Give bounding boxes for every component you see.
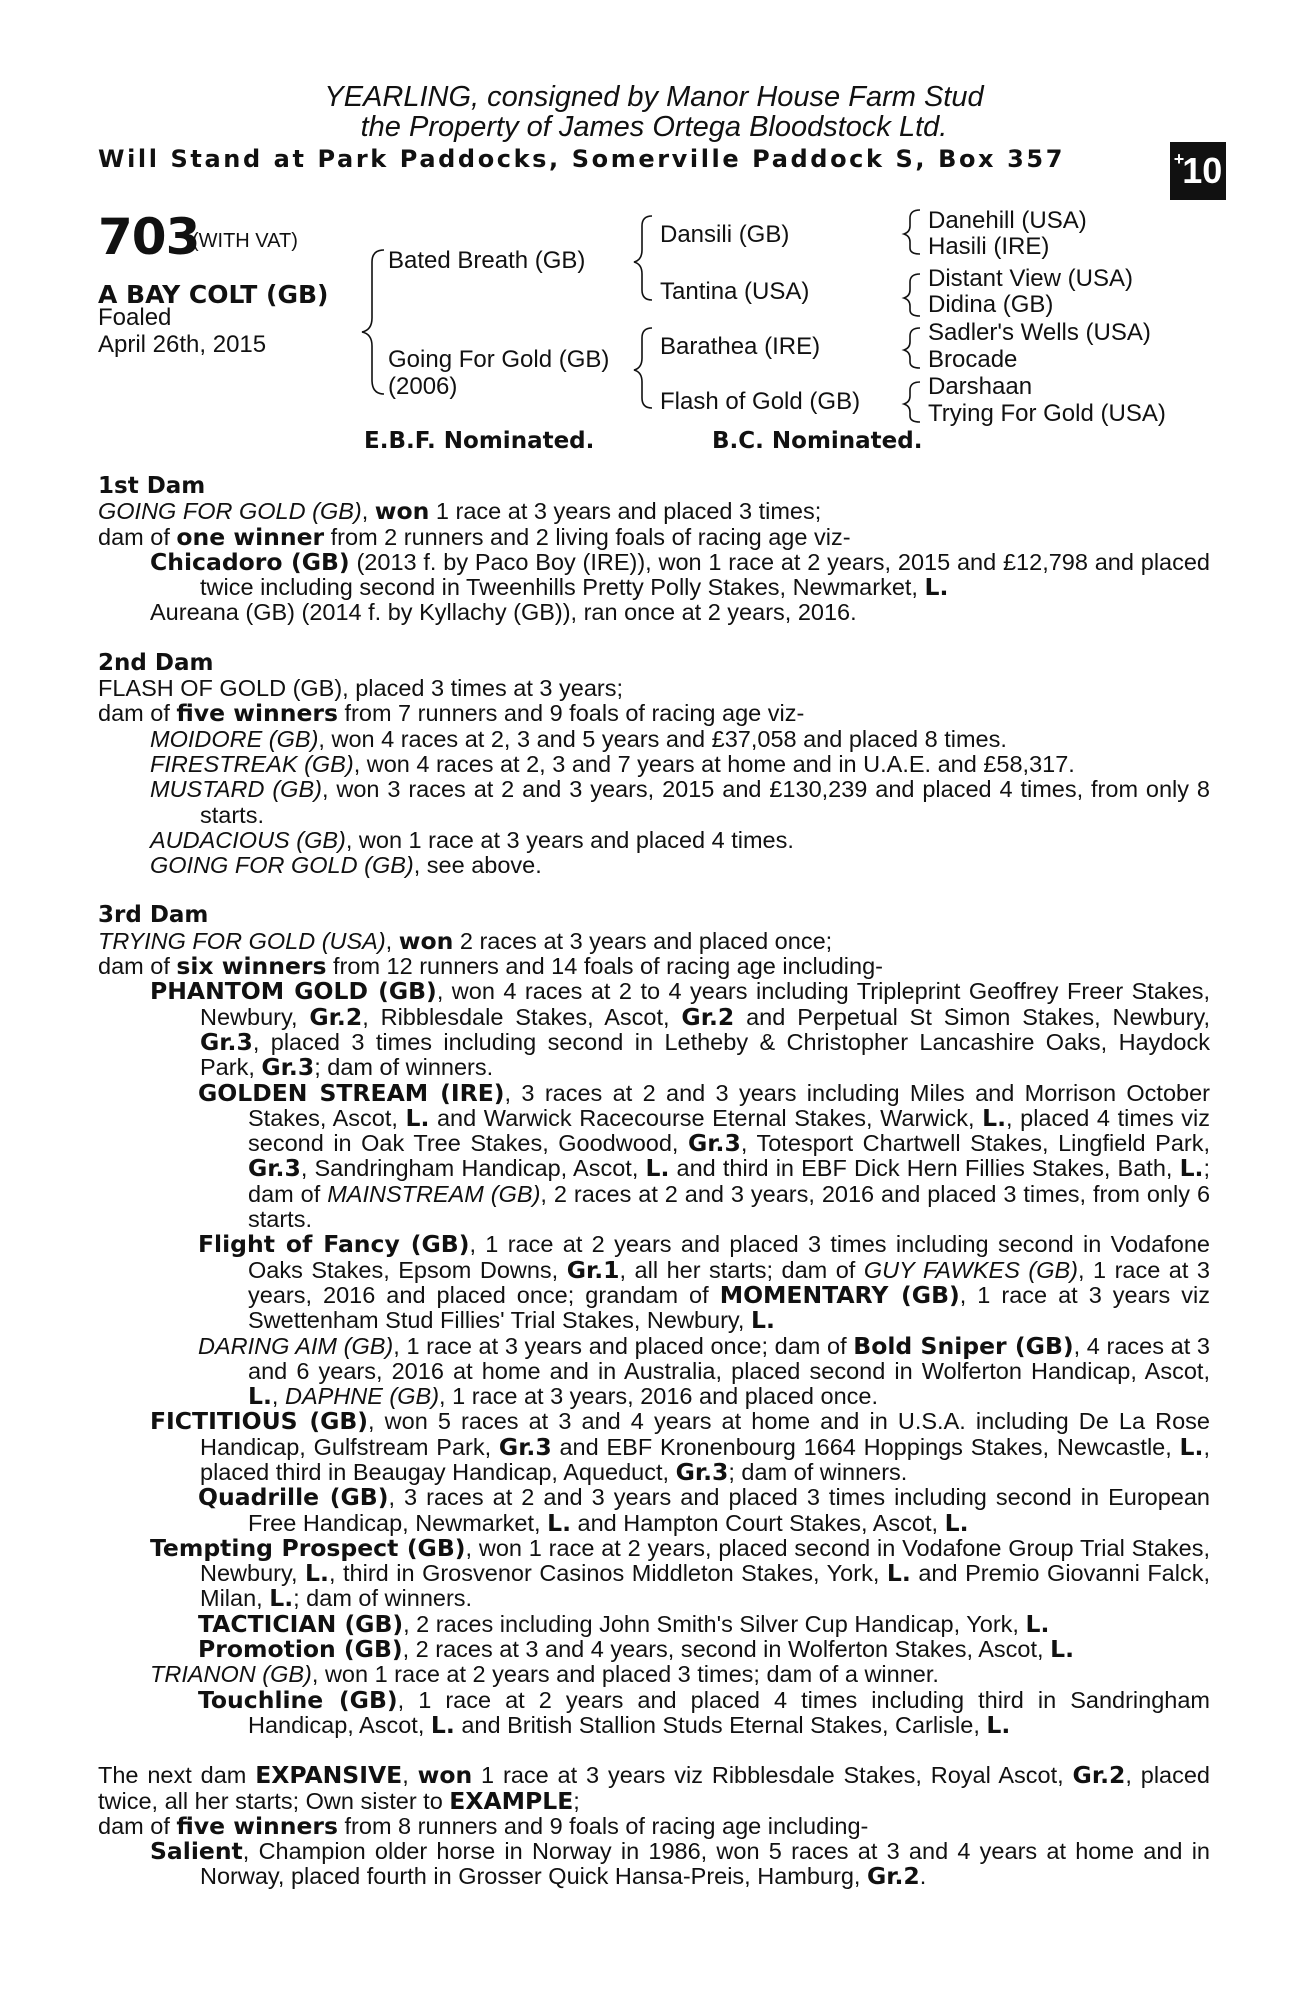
- pedigree-dsd: Brocade: [928, 346, 1018, 373]
- catalogue-body: 1st Dam GOING FOR GOLD (GB), won 1 race at 3 years and placed 3 times; dam of one winner from 2 runners and 2 living foals of racing age viz- Chicadoro (GB) (2013 f. by Paco Boy (IRE)), won 1 race at 2 years, 2015 and £12,798 and placed twice including second in Tweenhills Pretty Polly Stakes, Newmarket, L. Aureana (GB) (2014 f. by Kyllachy (GB)), ran once at 2 years, 2016. 2nd Dam FLASH OF GOLD (GB), placed 3 times at 3 years; dam of five winners from 7 runners and 9 foals of racing age viz- MOIDORE (GB), won 4 races at 2, 3 and 5 years and £37,058 and placed 8 times. FIRESTREAK (GB), won 4 races at 2, 3 and 7 years at home and in U.A.E. and £58,317. MUSTARD (GB), won 3 races at 2 and 3 years, 2015 and £130,239 and placed 4 times, from only 8 starts. AUDACIOUS (GB), won 1 race at 3 years and placed 4 times. GOING FOR GOLD (GB), see above. 3rd Dam TRYING FOR GOLD (USA), won 2 races at 3 years and placed once; dam of six winners from 12 runners and 14 foals of racing age including- PHANTOM GOLD (GB), won 4 races at 2 to 4 years including Tripleprint Geoffrey Freer Stakes, Newbury, Gr.2, Ribblesdale Stakes, Ascot, Gr.2 and Perpetual St Simon Stakes, Newbury, Gr.3, placed 3 times including second in Letheby & Christopher Lancashire Oaks, Haydock Park, Gr.3; dam of winners. GOLDEN STREAM (IRE), 3 races at 2 and 3 years including Miles and Morrison October Stakes, Ascot, L. and Warwick Racecourse Eternal Stakes, Warwick, L., placed 4 times viz second in Oak Tree Stakes, Goodwood, Gr.3, Totesport Chartwell Stakes, Lingfield Park, Gr.3, Sandringham Handicap, Ascot, L. and third in EBF Dick Hern Fillies Stakes, Bath, L.; dam of MAINSTREAM (GB), 2 races at 2 and 3 years, 2016 and placed 3 times, from only 6 starts. Flight of Fancy (GB), 1 race at 2 years and placed 3 times including second in Vodafone Oaks Stakes, Epsom Downs, Gr.1, all her starts; dam of GUY FAWKES (GB), 1 race at 3 years, 2016 and placed once; grandam of MOMENTARY (GB), 1 race at 3 years viz Swettenham Stud Fillies' Trial Stakes, Newbury, L. DARING AIM (GB), 1 race at 3 years and placed once; dam of Bold Sniper (GB), 4 races at 3 and 6 years, 2016 at home and in Australia, placed second in Wolferton Handicap, Ascot, L., DAPHNE (GB), 1 race at 3 years, 2016 and placed once. FICTITIOUS (GB), won 5 races at 3 and 4 years at home and in U.S.A. including De La Rose Handicap, Gulfstream Park, Gr.3 and EBF Kronenbourg 1664 Hoppings Stakes, Newcastle, L., placed third in Beaugay Handicap, Aqueduct, Gr.3; dam of winners. Quadrille (GB), 3 races at 2 and 3 years and placed 3 times including second in European Free Handicap, Newmarket, L. and Hampton Court Stakes, Ascot, L. Tempting Prospect (GB), won 1 race at 2 years, placed second in Vodafone Group Trial Stakes, Newbury, L., third in Grosvenor Casinos Middleton Stakes, York, L. and Premio Giovanni Falck, Milan, L.; dam of winners. TACTICIAN (GB), 2 races including John Smith's Silver Cup Handicap, York, L. Promotion (GB), 2 races at 3 and 4 years, second in Wolferton Stakes, Ascot, L. TRIANON (GB), won 1 race at 2 years and placed 3 times; dam of a winner. Touchline (GB), 1 race at 2 years and placed 4 times including third in Sandringham Handicap, Ascot, L. and British Stallion Studs Eternal Stakes, Carlisle, L. The next dam EXPANSIVE, won 1 race at 3 years viz Ribblesdale Stakes, Royal Ascot, Gr.2, placed twice, all her starts; Own sister to EXAMPLE; dam of five winners from 8 runners and 9 foals of racing age including- Salient, Champion older horse in Norway in 1986, won 5 races at 3 and 4 years at home and in Norway, placed fourth in Grosser Quick Hansa-Preis, Hamburg, Gr.2.: [98, 473, 1211, 1891]
- pedigree-dam-year: (2006): [388, 373, 458, 400]
- list-item: FIRESTREAK (GB), won 4 races at 2, 3 and 7 years at home and in U.A.E. and £58,317.: [150, 750, 1075, 777]
- list-item: Salient, Champion older horse in Norway in 1986, won 5 races at 3 and 4 years at home and in Norway, placed fourth in Grosser Quick Hansa-Preis, Hamburg, Gr.2.: [150, 1837, 1210, 1891]
- list-item: Chicadoro (GB) (2013 f. by Paco Boy (IRE)), won 1 race at 2 years, 2015 and £12,798 and placed twice including second in Tweenhills Pretty Polly Stakes, Newmarket, L.: [150, 547, 1210, 602]
- pedigree-sds: Distant View (USA): [928, 265, 1133, 292]
- list-item: FICTITIOUS (GB), won 5 races at 3 and 4 years at home and in U.S.A. including De La Rose Handicap, Gulfstream Park, Gr.3 and EBF Kronenbourg 1664 Hoppings Stakes, Newcastle, L., placed third in Beaugay Handicap, Aqueduct, Gr.3; dam of winners.: [150, 1407, 1210, 1486]
- pedigree-sdd: Didina (GB): [928, 291, 1054, 318]
- pedigree-sire-sire: Dansili (GB): [660, 221, 790, 248]
- pedigree-ssd: Hasili (IRE): [928, 233, 1050, 260]
- pedigree-dam: Going For Gold (GB): [388, 346, 610, 373]
- header-consignor: YEARLING, consigned by Manor House Farm Stud: [324, 81, 984, 113]
- list-item: Quadrille (GB), 3 races at 2 and 3 years and placed 3 times including second in European Free Handicap, Newmarket, L. and Hampton Court Stakes, Ascot, L.: [198, 1483, 1210, 1537]
- pedigree-sss: Danehill (USA): [928, 207, 1087, 234]
- list-item: TRIANON (GB), won 1 race at 2 years and placed 3 times; dam of a winner.: [150, 1661, 939, 1688]
- pedigree-dds: Darshaan: [928, 373, 1033, 400]
- list-item: Touchline (GB), 1 race at 2 years and placed 4 times including third in Sandringham Handicap, Ascot, L. and British Stallion Studs Eternal Stakes, Carlisle, L.: [198, 1685, 1211, 1739]
- ebf-nominated: E.B.F. Nominated.: [364, 428, 595, 454]
- second-dam-heading: 2nd Dam: [98, 649, 214, 676]
- list-item: AUDACIOUS (GB), won 1 race at 3 years and placed 4 times.: [150, 826, 794, 853]
- list-item: GOLDEN STREAM (IRE), 3 races at 2 and 3 years including Miles and Morrison October Stakes, Ascot, L. and Warwick Racecourse Eternal Stakes, Warwick, L., placed 4 times viz second in Oak Tree Stakes, Goodwood, Gr.3, Totesport Chartwell Stakes, Lingfield Park, Gr.3, Sandringham Handicap, Ascot, L. and third in EBF Dick Hern Fillies Stakes, Bath, L.; dam of MAINSTREAM (GB), 2 races at 2 and 3 years, 2016 and placed 3 times, from only 6 starts.: [198, 1078, 1211, 1233]
- list-item: Tempting Prospect (GB), won 1 race at 2 years, placed second in Vodafone Group Trial Stakes, Newbury, L., third in Grosvenor Casinos Middleton Stakes, York, L. and Premio Giovanni Falck, Milan, L.; dam of winners.: [150, 1533, 1210, 1613]
- foaled-label: Foaled: [98, 304, 172, 331]
- list-item: PHANTOM GOLD (GB), won 4 races at 2 to 4 years including Tripleprint Geoffrey Freer Stakes, Newbury, Gr.2, Ribblesdale Stakes, Ascot, Gr.2 and Perpetual St Simon Stakes, Newbury, Gr.3, placed 3 times including second in Letheby & Christopher Lancashire Oaks, Haydock Park, Gr.3; dam of winners.: [150, 977, 1210, 1082]
- header-property: the Property of James Ortega Bloodstock Ltd.: [360, 111, 948, 143]
- lot-number: 703: [98, 208, 200, 266]
- pedigree-dam-dam: Flash of Gold (GB): [660, 388, 861, 415]
- list-item: Aureana (GB) (2014 f. by Kyllachy (GB)), ran once at 2 years, 2016.: [150, 599, 857, 626]
- third-dam-heading: 3rd Dam: [98, 902, 209, 929]
- bc-nominated: B.C. Nominated.: [712, 428, 923, 454]
- lot-title: A BAY COLT (GB): [98, 280, 329, 309]
- next-dam-text: The next dam EXPANSIVE, won 1 race at 3 years viz Ribblesdale Stakes, Royal Ascot, Gr.2, placed twice, all her starts; Own sister to EXAMPLE;: [98, 1761, 1210, 1815]
- pedigree-brackets: [0, 0, 1314, 460]
- list-item: Flight of Fancy (GB), 1 race at 2 years and placed 3 times including second in Vodafone Oaks Stakes, Epsom Downs, Gr.1, all her starts; dam of GUY FAWKES (GB), 1 race at 3 years, 2016 and placed once; grandam of MOMENTARY (GB), 1 race at 3 years viz Swettenham Stud Fillies' Trial Stakes, Newbury, L.: [198, 1230, 1210, 1335]
- pedigree-sire-dam: Tantina (USA): [660, 278, 810, 305]
- foaled-date: April 26th, 2015: [98, 331, 267, 358]
- list-item: TACTICIAN (GB), 2 races including John Smith's Silver Cup Handicap, York, L.: [198, 1609, 1050, 1638]
- vat-label: (WITH VAT): [192, 230, 298, 252]
- list-item: Promotion (GB), 2 races at 3 and 4 years, second in Wolferton Stakes, Ascot, L.: [198, 1635, 1074, 1664]
- pedigree-dam-sire: Barathea (IRE): [660, 333, 821, 360]
- first-dam-text: GOING FOR GOLD (GB), won 1 race at 3 years and placed 3 times;: [98, 497, 822, 526]
- pedigree-sire: Bated Breath (GB): [388, 247, 586, 274]
- list-item: GOING FOR GOLD (GB), see above.: [150, 852, 542, 879]
- pedigree-ddd: Trying For Gold (USA): [928, 400, 1166, 427]
- lot-badge: + 10: [1170, 142, 1226, 200]
- list-item: MOIDORE (GB), won 4 races at 2, 3 and 5 years and £37,058 and placed 8 times.: [150, 725, 1007, 752]
- list-item: DARING AIM (GB), 1 race at 3 years and placed once; dam of Bold Sniper (GB), 4 races at 3 and 6 years, 2016 at home and in Australia, placed second in Wolferton Handicap, Ascot, L., DAPHNE (GB), 1 race at 3 years, 2016 and placed once.: [198, 1331, 1210, 1411]
- pedigree-dss: Sadler's Wells (USA): [928, 319, 1151, 346]
- header-location: Will Stand at Park Paddocks, Somerville Paddock S, Box 357: [98, 145, 1065, 173]
- first-dam-heading: 1st Dam: [98, 473, 206, 499]
- list-item: MUSTARD (GB), won 3 races at 2 and 3 years, 2015 and £130,239 and placed 4 times, from only 8 starts.: [150, 776, 1210, 828]
